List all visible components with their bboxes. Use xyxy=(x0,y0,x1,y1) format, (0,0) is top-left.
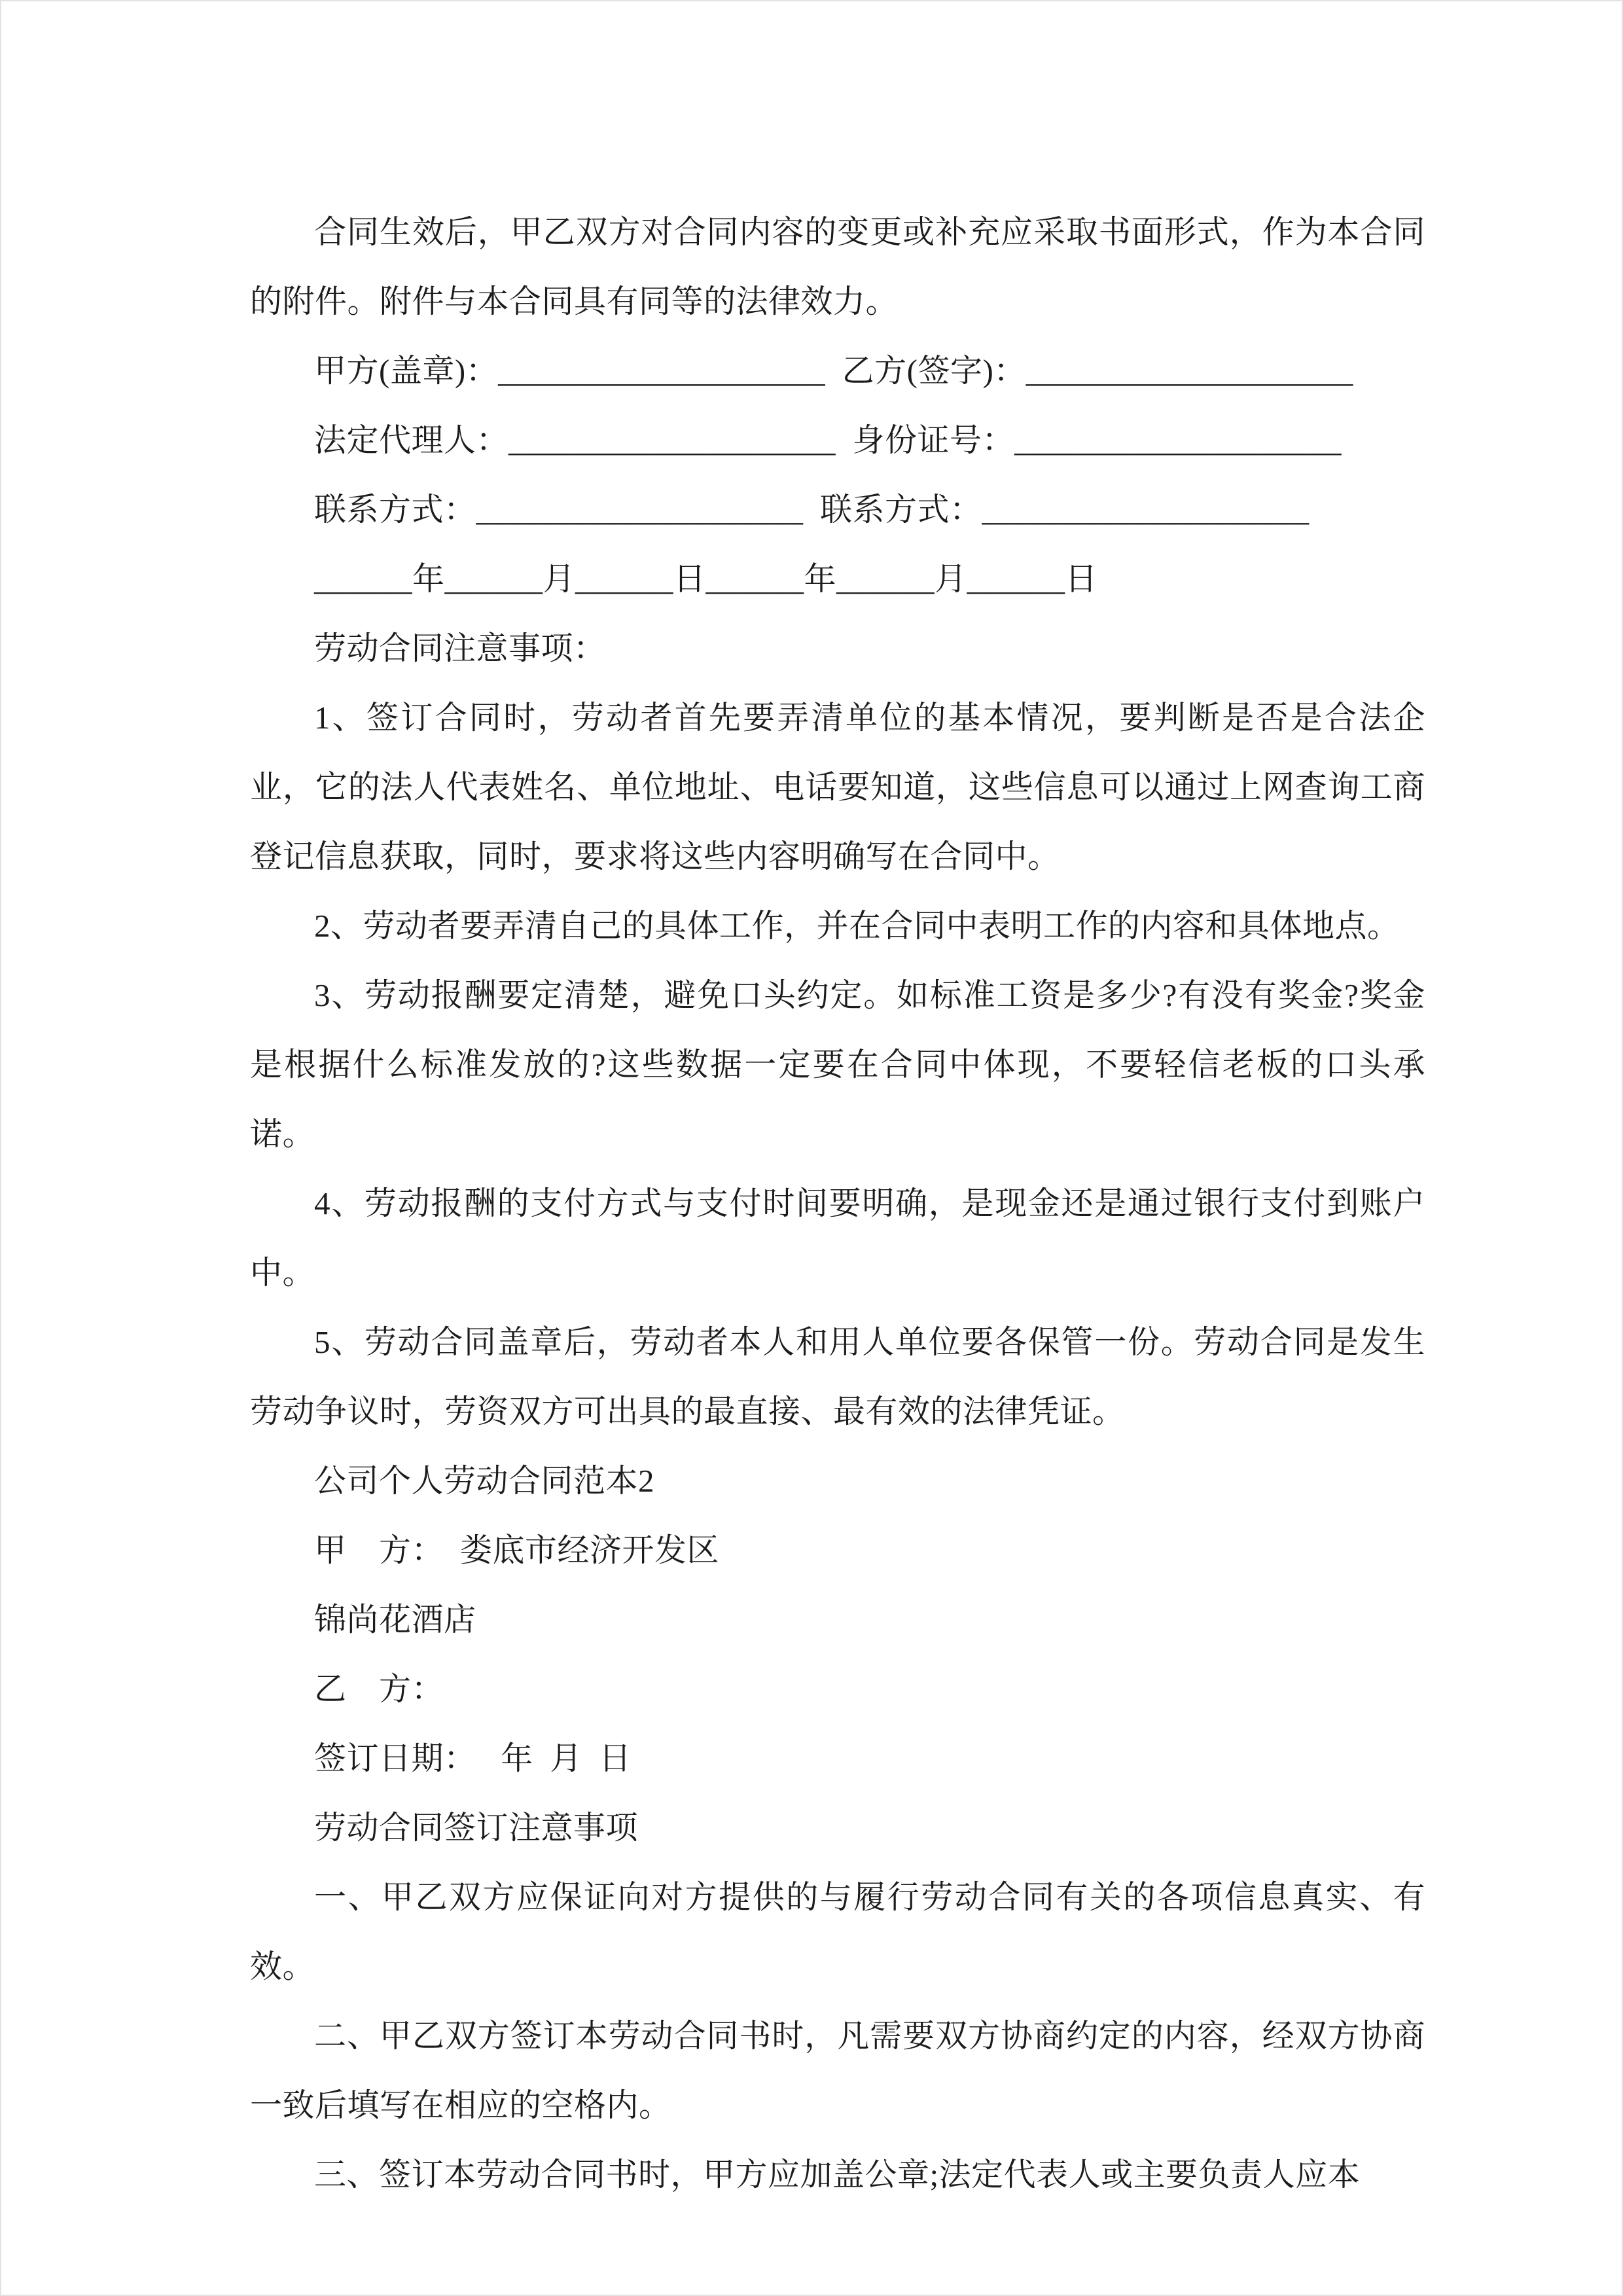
paragraph-10: 4、劳动报酬的支付方式与支付时间要明确，是现金还是通过银行支付到账户中。 xyxy=(250,1185,1425,1291)
paragraph-3: 法定代理人：____________________ 身份证号：____________________ xyxy=(314,422,1342,458)
paragraph-9: 3、劳动报酬要定清楚，避免口头约定。如标准工资是多少?有没有奖金?奖金是根据什么标准发放的?这些数据一定要在合同中体现，不要轻信老板的口头承诺。 xyxy=(250,977,1425,1152)
paragraph-19: 二、甲乙双方签订本劳动合同书时，凡需要双方协商约定的内容，经双方协商一致后填写在相应的空格内。 xyxy=(250,2018,1425,2123)
paragraph-16: 签订日期： 年 月 日 xyxy=(314,1740,632,1776)
paragraph-17: 劳动合同签订注意事项 xyxy=(314,1810,639,1846)
paragraph-2: 甲方(盖章)：____________________ 乙方(签字)：____________________ xyxy=(314,353,1353,389)
paragraph-4: 联系方式：____________________ 联系方式：____________________ xyxy=(314,492,1310,528)
paragraph-14: 锦尚花酒店 xyxy=(314,1602,476,1638)
paragraph-5: ______年______月______日______年______月______日 xyxy=(314,561,1098,597)
paragraph-18: 一、甲乙双方应保证向对方提供的与履行劳动合同有关的各项信息真实、有效。 xyxy=(250,1879,1425,1984)
paragraph-8: 2、劳动者要弄清自己的具体工作，并在合同中表明工作的内容和具体地点。 xyxy=(314,908,1400,944)
paragraph-6: 劳动合同注意事项： xyxy=(314,630,606,666)
document-body xyxy=(1,1,1622,2295)
paragraph-13: 甲 方： 娄底市经济开发区 xyxy=(314,1532,720,1568)
paragraph-1: 合同生效后，甲乙双方对合同内容的变更或补充应采取书面形式，作为本合同的附件。附件与本合同具有同等的法律效力。 xyxy=(250,214,1425,319)
paragraph-12: 公司个人劳动合同范本2 xyxy=(314,1463,655,1499)
paragraph-11: 5、劳动合同盖章后，劳动者本人和用人单位要各保管一份。劳动合同是发生劳动争议时，劳资双方可出具的最直接、最有效的法律凭证。 xyxy=(250,1324,1425,1429)
paragraph-15: 乙 方： xyxy=(314,1671,444,1707)
paragraph-7: 1、签订合同时，劳动者首先要弄清单位的基本情况，要判断是否是合法企业，它的法人代表姓名、单位地址、电话要知道，这些信息可以通过上网查询工商登记信息获取，同时，要求将这些内容明确写在合同中。 xyxy=(250,700,1425,874)
paragraph-20: 三、签订本劳动合同书时，甲方应加盖公章;法定代表人或主要负责人应本 xyxy=(314,2157,1361,2193)
